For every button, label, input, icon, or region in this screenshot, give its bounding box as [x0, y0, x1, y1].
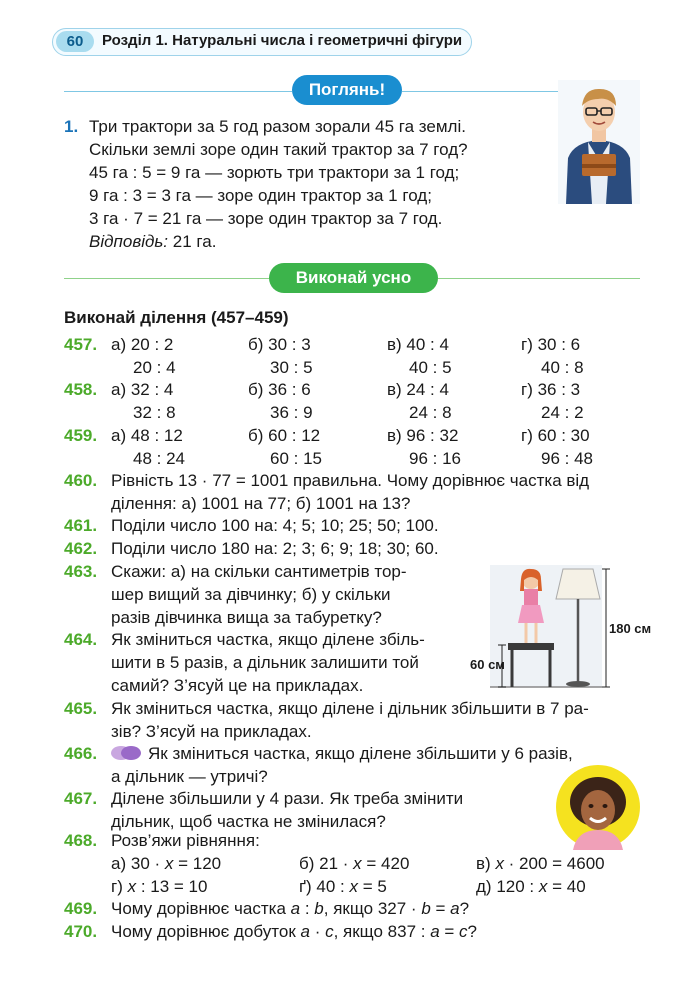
equation [299, 875, 387, 898]
answer-label: Відповідь: [89, 232, 169, 251]
variable: a [450, 899, 460, 918]
division-expr: 96 : 48 [541, 449, 593, 468]
division-expr: 36 : 9 [270, 403, 313, 422]
variable: a [300, 922, 310, 941]
eq-part: : 13 = 10 [136, 877, 208, 896]
eq-letter: б) [299, 854, 315, 873]
division-expr: 40 : 5 [409, 358, 452, 377]
eq-letter: в) [476, 854, 491, 873]
page-number: 60 [56, 31, 94, 52]
task-text: Скажи: а) на скільки сантиметрів тор- [111, 562, 407, 581]
eq-part: 21 · [319, 854, 354, 873]
task-text: Як зміниться частка, якщо ділене і дільник збільшити в 7 ра- [111, 699, 589, 718]
task-number: 459. [64, 426, 98, 445]
division-expr: б) 60 : 12 [248, 426, 321, 445]
division-expr: 20 : 4 [133, 358, 176, 377]
task-number: 461. [64, 516, 98, 535]
task-text: Поділи число 180 на: 2; 3; 6; 9; 18; 30; 60. [111, 539, 439, 558]
variable: a [290, 899, 301, 918]
task-text: Ділене збільшили у 4 рази. Як треба змінити [111, 789, 464, 808]
divider [438, 278, 640, 279]
task-text: шер вищий за дівчинку; б) у скільки [111, 585, 391, 604]
text-part: , якщо 837 : [333, 922, 431, 941]
task-text: зів? З’ясуй на прикладах. [111, 722, 312, 741]
divider [64, 278, 269, 279]
division-expr: б) 30 : 3 [248, 335, 311, 354]
division-expr: в) 24 : 4 [387, 380, 449, 399]
equation [111, 852, 221, 875]
text-part: · [309, 922, 326, 941]
look-line: 3 га · 7 = 21 га — зоре один трактор за 7 год. [89, 209, 443, 228]
look-number: 1. [64, 117, 79, 136]
text-part: Чому дорівнює добуток [111, 922, 301, 941]
eq-letter: г) [111, 877, 123, 896]
division-expr: в) 40 : 4 [387, 335, 449, 354]
division-expr: г) 60 : 30 [521, 426, 590, 445]
division-expr: г) 30 : 6 [521, 335, 581, 354]
answer-value: 21 га. [172, 232, 217, 251]
task-number: 457. [64, 335, 98, 354]
division-expr: а) 32 : 4 [111, 380, 174, 399]
eq-part: · 200 = 4600 [503, 854, 605, 873]
eq-part: = 5 [357, 877, 387, 896]
division-expr: 30 : 5 [270, 358, 313, 377]
equation [111, 875, 207, 898]
task-text: разів дівчинка вища за табуретку? [111, 608, 382, 627]
division-expr: г) 36 : 3 [521, 380, 581, 399]
boy-illustration [558, 80, 640, 204]
division-expr: в) 96 : 32 [387, 426, 459, 445]
text-part: , якщо 327 · [323, 899, 422, 918]
equation [476, 875, 586, 898]
girl-illustration [555, 764, 641, 850]
task-number: 458. [64, 380, 98, 399]
task-text: Поділи число 100 на: 4; 5; 10; 25; 50; 100. [111, 516, 439, 535]
eq-letter: д) [476, 877, 492, 896]
division-expr: а) 48 : 12 [111, 426, 183, 445]
eq-variable: x [353, 854, 362, 873]
stool-height-label: 60 см [470, 657, 505, 672]
task-number: 464. [64, 630, 98, 649]
task-text: а дільник — утричі? [111, 767, 268, 786]
equation [476, 852, 605, 875]
variable: c [325, 922, 334, 941]
text-part: = [439, 922, 460, 941]
division-expr: 40 : 8 [541, 358, 584, 377]
speech-bubbles-icon [110, 744, 142, 762]
text-part: ? [459, 899, 470, 918]
text-part: : [300, 899, 315, 918]
text-part: Чому дорівнює частка [111, 899, 291, 918]
eq-variable: x [495, 854, 504, 873]
task-text: дільник, щоб частка не змінилася? [111, 812, 386, 831]
task-text [111, 897, 469, 920]
task-text: Як зміниться частка, якщо ділене збільшити у 6 разів, [148, 744, 573, 763]
variable: a [430, 922, 440, 941]
oral-label: Виконай усно [269, 263, 438, 293]
variable: b [421, 899, 431, 918]
eq-variable: x [127, 877, 137, 896]
division-expr: 32 : 8 [133, 403, 176, 422]
divider [64, 91, 292, 92]
eq-variable: x [538, 877, 548, 896]
task-text [111, 920, 477, 943]
lamp-height-label: 180 см [609, 621, 652, 636]
eq-variable: x [164, 854, 174, 873]
task-text: шити в 5 разів, а дільник залишити той [111, 653, 419, 672]
task-text: ділення: а) 1001 на 77; б) 1001 на 13? [111, 494, 411, 513]
division-expr: 60 : 15 [270, 449, 322, 468]
eq-letter: ґ) [299, 877, 312, 896]
text-part: = [430, 899, 451, 918]
division-expr: 24 : 2 [541, 403, 584, 422]
look-answer [89, 230, 216, 253]
eq-part: = 420 [361, 854, 410, 873]
task-number: 465. [64, 699, 98, 718]
division-expr: а) 20 : 2 [111, 335, 174, 354]
task-text: самий? З’ясуй це на прикладах. [111, 676, 364, 695]
task-number: 470. [64, 922, 98, 941]
task-number: 466. [64, 744, 98, 763]
look-line: 45 га : 5 = 9 га — зорють три трактори за 1 год; [89, 163, 460, 182]
division-expr: 24 : 8 [409, 403, 452, 422]
chapter-title: Розділ 1. Натуральні числа і геометричні фігури [102, 32, 463, 49]
eq-part: 30 · [130, 854, 165, 873]
equation [299, 852, 409, 875]
look-line: 9 га : 3 = 3 га — зоре один трактор за 1 год; [89, 186, 432, 205]
look-label: Поглянь! [292, 75, 402, 105]
text-part: ? [467, 922, 478, 941]
division-expr: 48 : 24 [133, 449, 185, 468]
look-line: Скільки землі зоре один такий трактор за 7 год? [89, 140, 468, 159]
eq-letter: а) [111, 854, 127, 873]
section-heading: Виконай ділення (457–459) [64, 308, 289, 327]
variable: c [459, 922, 468, 941]
task-number: 462. [64, 539, 98, 558]
division-expr: б) 36 : 6 [248, 380, 311, 399]
eq-part: 120 : [496, 877, 539, 896]
eq-part: = 40 [547, 877, 586, 896]
eq-part: = 120 [173, 854, 222, 873]
division-expr: 96 : 16 [409, 449, 461, 468]
task-text: Розв’яжи рівняння: [111, 831, 260, 850]
variable: b [314, 899, 324, 918]
task-number: 460. [64, 471, 98, 490]
task-number: 467. [64, 789, 98, 808]
task-number: 469. [64, 899, 98, 918]
eq-part: 40 : [316, 877, 350, 896]
eq-variable: x [349, 877, 358, 896]
task-number: 463. [64, 562, 98, 581]
task-number: 468. [64, 831, 98, 850]
task-text: Як зміниться частка, якщо ділене збіль- [111, 630, 425, 649]
task-text: Рівність 13 · 77 = 1001 правильна. Чому дорівнює частка від [111, 471, 590, 490]
look-line: Три трактори за 5 год разом зорали 45 га землі. [89, 117, 466, 136]
